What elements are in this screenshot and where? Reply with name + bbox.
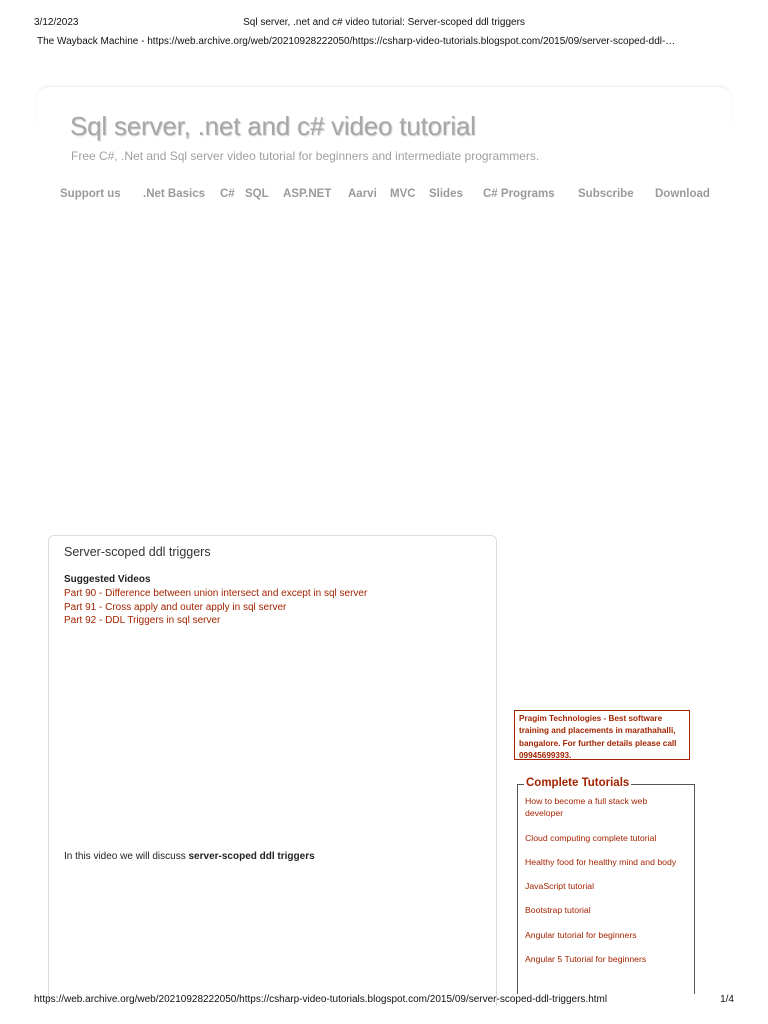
nav-net-basics[interactable]: .Net Basics bbox=[143, 188, 206, 200]
tutorial-link-healthy-food[interactable]: Healthy food for healthy mind and body bbox=[525, 856, 677, 867]
intro-bold-topic: server-scoped ddl triggers bbox=[188, 851, 315, 862]
complete-tutorials-heading: Complete Tutorials bbox=[526, 777, 630, 789]
wayback-banner: The Wayback Machine - https://web.archive.org/web/20210928222050/https://csharp-video-tutorials.blogspot.com/2015/09/server-scoped-ddl-… bbox=[37, 36, 676, 47]
nav-sql[interactable]: SQL bbox=[245, 188, 269, 200]
promo-box[interactable]: Pragim Technologies - Best software training and placements in marathahalli, bangalore. For further details please call 09945699393. bbox=[514, 710, 690, 760]
nav-mvc[interactable]: MVC bbox=[390, 188, 416, 200]
tutorial-link-javascript[interactable]: JavaScript tutorial bbox=[525, 881, 595, 892]
nav-csharp[interactable]: C# bbox=[220, 188, 235, 200]
suggested-videos-heading: Suggested Videos bbox=[64, 574, 151, 585]
post-title: Server-scoped ddl triggers bbox=[64, 545, 211, 559]
intro-text: In this video we will discuss bbox=[64, 851, 189, 862]
suggested-videos-list bbox=[64, 587, 367, 628]
post-body bbox=[48, 535, 497, 1006]
print-url: https://web.archive.org/web/20210928222050/https://csharp-video-tutorials.blogspot.com/2015/09/server-scoped-ddl-triggers.html bbox=[34, 994, 608, 1005]
print-page-title: Sql server, .net and c# video tutorial: Server-scoped ddl triggers bbox=[243, 17, 525, 28]
nav-aspnet[interactable]: ASP.NET bbox=[283, 188, 332, 200]
nav-slides[interactable]: Slides bbox=[429, 188, 463, 200]
site-description: Free C#, .Net and Sql server video tutorial for beginners and intermediate programmers. bbox=[71, 149, 540, 163]
nav-aarvi[interactable]: Aarvi bbox=[348, 188, 377, 200]
suggested-link-part-90[interactable]: Part 90 - Difference between union intersect and except in sql server bbox=[64, 588, 368, 599]
tutorial-link-bootstrap[interactable]: Bootstrap tutorial bbox=[525, 905, 591, 916]
tutorial-link-cloud-computing[interactable]: Cloud computing complete tutorial bbox=[525, 832, 657, 843]
nav-subscribe[interactable]: Subscribe bbox=[578, 188, 634, 200]
intro-paragraph bbox=[64, 851, 315, 862]
print-date: 3/12/2023 bbox=[34, 17, 79, 28]
suggested-link-part-91[interactable]: Part 91 - Cross apply and outer apply in sql server bbox=[64, 601, 287, 613]
tutorial-link-full-stack[interactable]: How to become a full stack web developer bbox=[525, 796, 648, 819]
top-nav bbox=[0, 188, 768, 206]
nav-support-us[interactable]: Support us bbox=[60, 188, 121, 200]
nav-csharp-programs[interactable]: C# Programs bbox=[483, 188, 555, 200]
tutorials-list bbox=[525, 795, 685, 977]
tutorial-link-angular[interactable]: Angular tutorial for beginners bbox=[525, 929, 637, 940]
nav-download[interactable]: Download bbox=[655, 188, 710, 200]
tutorial-link-angular-5[interactable]: Angular 5 Tutorial for beginners bbox=[525, 954, 647, 965]
suggested-link-part-92[interactable]: Part 92 - DDL Triggers in sql server bbox=[64, 615, 221, 627]
site-title[interactable]: Sql server, .net and c# video tutorial bbox=[70, 111, 476, 141]
print-page-number: 1/4 bbox=[720, 994, 734, 1005]
complete-tutorials-box bbox=[517, 777, 695, 994]
